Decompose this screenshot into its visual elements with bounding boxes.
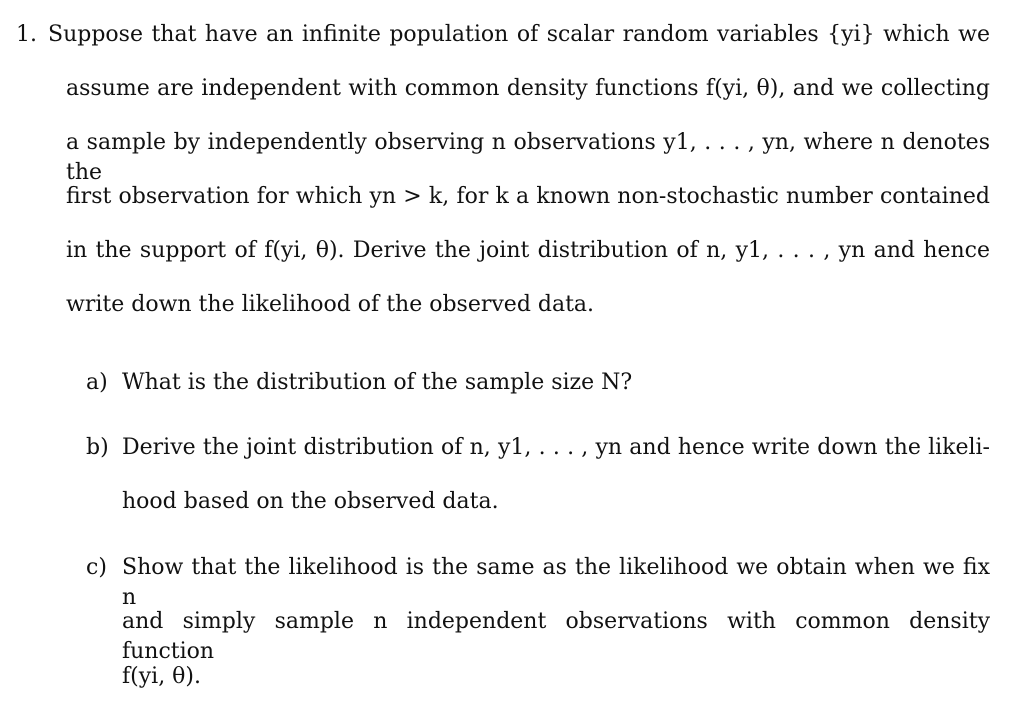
part-c-line-2: and simply sample n independent observations with common density function [122, 609, 990, 664]
problem-line-6: write down the likelihood of the observed data. [66, 292, 595, 317]
part-a-label: a) [86, 370, 108, 395]
part-b-line-2: hood based on the observed data. [122, 489, 499, 514]
part-b-label: b) [86, 435, 109, 460]
problem-line-5: in the support of f(yi, θ). Derive the joint distribution of n, y1, . . . , yn and hence [66, 238, 990, 263]
problem-line-3: a sample by independently observing n observations y1, . . . , yn, where n denotes the [66, 130, 990, 185]
problem-line-1: Suppose that have an infinite population of scalar random variables {yi} which we [48, 22, 990, 47]
part-a-line-1: What is the distribution of the sample size N? [122, 370, 633, 395]
problem-line-2: assume are independent with common density functions f(yi, θ), and we collecting [66, 76, 990, 101]
problem-line-4: first observation for which yn > k, for k a known non-stochastic number contained [66, 184, 990, 209]
part-c-line-3: f(yi, θ). [122, 664, 201, 689]
problem-number: 1. [16, 22, 37, 47]
part-b-line-1: Derive the joint distribution of n, y1, . . . , yn and hence write down the likeli- [122, 435, 990, 460]
part-c-line-1: Show that the likelihood is the same as the likelihood we obtain when we fix n [122, 555, 990, 610]
part-c-label: c) [86, 555, 107, 580]
